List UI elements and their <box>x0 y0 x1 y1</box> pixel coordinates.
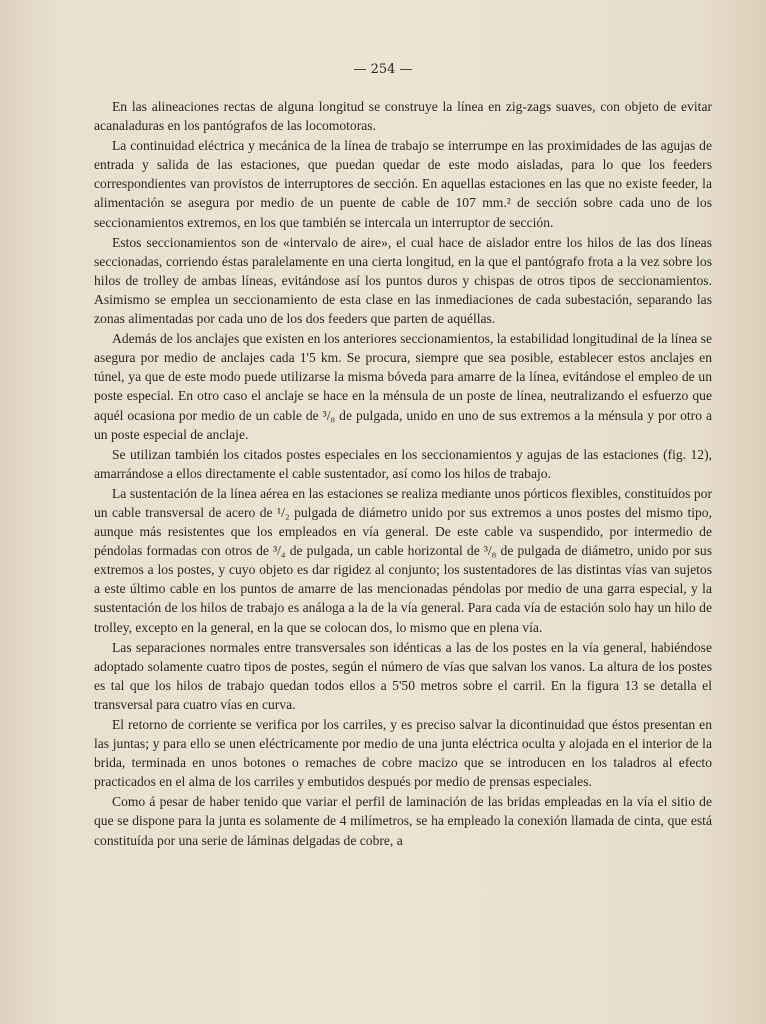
paragraph-retorno: El retorno de corriente se verifica por los carriles, y es preciso salvar la dicontinuidad que éstos presentan en las juntas; y para ello se unen eléctricamente por medio de una junta eléctrica oculta y alojada en el interior de la brida, terminada en unos botones o remaches de cobre macizo que se introducen en los taladros al efecto practicados en el alma de los carriles y embutidos después por medio de prensas especiales. <box>94 717 712 790</box>
page-number: — 254 — <box>353 62 413 77</box>
paragraph-separaciones: Las separaciones normales entre transversales son idénticas a las de los postes en la vía general, habiéndose adoptado solamente cuatro tipos de postes, según el número de vías que salvan los vanos. La altura de los postes es tal que los hilos de trabajo quedan todos ellos a 5'50 metros sobre el carril. En la figura 13 se detalla el transversal para cuatro vías en curva. <box>94 639 712 712</box>
paragraph-sustentacion: La sustentación de la línea aérea en las estaciones se realiza mediante unos pórticos flexibles, constituídos por un cable transversal de acero de ¹/₂ pulgada de diámetro unido por sus extremos a unos postes del mismo tipo, aunque más resistentes que los empleados en vía general. De este cable va suspendido, por intermedio de péndolas formadas con otros de ³/₄ de pulgada, un cable horizontal de ³/₈ de pulgada de diámetro, unido por sus extremos a los postes, y cuyo objeto es dar rigidez al conjunto; los sustentadores de las distintas vías van sujetos a este último cable en los puntos de amarre de las mencionadas péndolas por medio de una garra especial, y la sustentación de los hilos de trabajo es análoga a la de la vía general. Para cada vía de estación solo hay un hilo de trolley, excepto en la general, en la que se colocan dos, lo mismo que en plena vía. <box>94 485 712 635</box>
paragraph-postes-especiales: Se utilizan también los citados postes especiales en los seccionamientos y agujas de las estaciones (fig. 12), amarrándose a ellos directamente el cable sustentador, así como los hilos de trabajo. <box>94 446 712 481</box>
body-text <box>94 97 712 850</box>
paragraph-anclajes: Además de los anclajes que existen en los anteriores seccionamientos, la estabilidad longitudinal de la línea se asegura por medio de anclajes cada 1'5 km. Se procura, siempre que sea posible, establecer estos anclajes en túnel, ya que de este modo puede utilizarse la misma bóveda para amarre de la línea, evitándose el empleo de un poste especial. En otro caso el anclaje se hace en la ménsula de un poste de línea, neutralizando el esfuerzo que aquél ocasiona por medio de un cable de ³/₈ de pulgada, unido en uno de sus extremos a la ménsula y por otro a un poste especial de anclaje. <box>94 331 712 442</box>
paragraph-seccionamientos: Estos seccionamientos son de «intervalo de aire», el cual hace de aislador entre los hilos de las dos líneas seccionadas, corriendo éstas paralelamente en una cierta longitud, en la que el pantógrafo frota a la vez sobre los hilos de trolley de ambas líneas, evitándose así los puntos duros y chispas de otros tipos de seccionamientos. Asimismo se emplea un seccionamiento de esta clase en las inmediaciones de cada subestación, separando las zonas alimentadas por cada uno de los dos feeders que parten de aquéllas. <box>94 234 712 327</box>
paragraph-zigzag: En las alineaciones rectas de alguna longitud se construye la línea en zig-zags suaves, con objeto de evitar acanaladuras en los pantógrafos de las locomotoras. <box>94 99 712 134</box>
paragraph-continuidad: La continuidad eléctrica y mecánica de la línea de trabajo se interrumpe en las proximidades de las agujas de entrada y salida de las estaciones, que puedan quedar de este modo aisladas, para lo que los feeders correspondientes van provistos de interruptores de sección. En aquellas estaciones en las que no existe feeder, la alimentación se asegura por medio de un puente de cable de 107 mm.² de sección sobre cada uno de los seccionamientos extremos, en los que también se intercala un interruptor de sección. <box>94 138 712 230</box>
paragraph-conexion: Como á pesar de haber tenido que variar el perfil de laminación de las bridas empleadas en la vía el sitio de que se dispone para la junta es solamente de 4 milímetros, se ha empleado la conexión llamada de cinta, que está constituída por una serie de láminas delgadas de cobre, a <box>94 794 712 848</box>
